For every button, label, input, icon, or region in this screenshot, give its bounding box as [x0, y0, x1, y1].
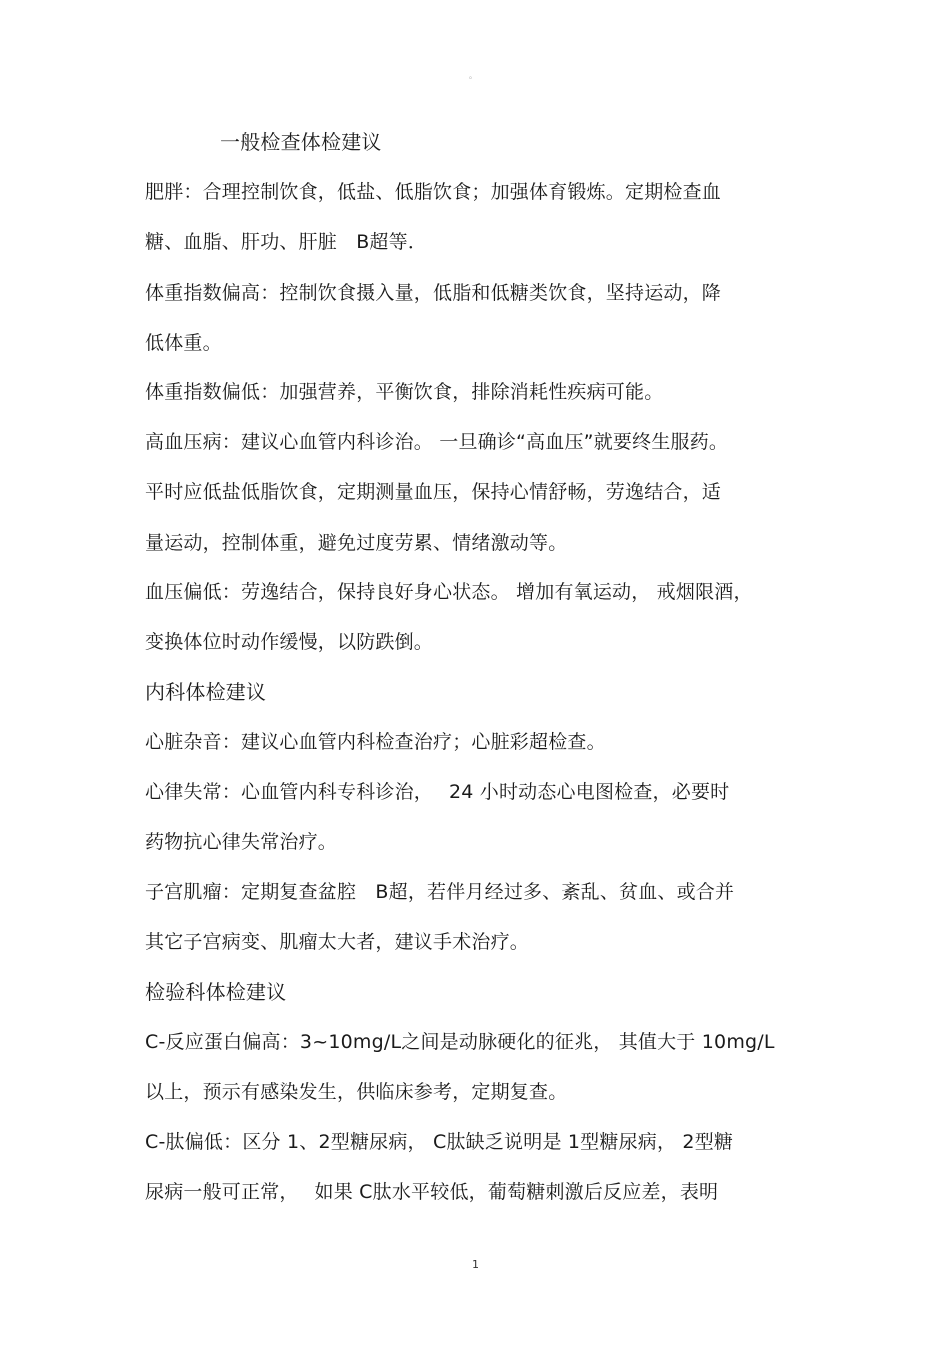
header-mark: 。 — [469, 71, 477, 80]
paragraph-line: 血压偏低：劳逸结合，保持良好身心状态。 增加有氧运动， 戒烟限酒， — [145, 581, 753, 603]
paragraph-line: 体重指数偏低：加强营养，平衡饮食，排除消耗性疾病可能。 — [145, 381, 664, 403]
paragraph-line: 肥胖：合理控制饮食，低盐、低脂饮食；加强体育锻炼。定期检查血 — [145, 181, 722, 203]
paragraph-line: 心脏杂音：建议心血管内科检查治疗；心脏彩超检查。 — [145, 731, 606, 753]
paragraph-line: 低体重。 — [145, 332, 222, 354]
section-heading-lab: 检验科体检建议 — [145, 980, 287, 1004]
paragraph-line: C-肽偏低：区分 1、2型糖尿病， C肽缺乏说明是 1型糖尿病， 2型糖 — [145, 1131, 734, 1153]
paragraph-line: C-反应蛋白偏高：3~10mg/L之间是动脉硬化的征兆， 其值大于 10mg/L — [145, 1031, 775, 1053]
paragraph-line: 体重指数偏高：控制饮食摄入量，低脂和低糖类饮食，坚持运动，降 — [145, 282, 722, 304]
paragraph-line: 变换体位时动作缓慢，以防跌倒。 — [145, 631, 434, 653]
paragraph-line: 药物抗心律失常治疗。 — [145, 831, 338, 853]
section-heading-general: 一般检查体检建议 — [220, 130, 382, 154]
paragraph-line: 以上，预示有感染发生，供临床参考，定期复查。 — [145, 1081, 568, 1103]
paragraph-line: 尿病一般可正常， 如果 C肽水平较低，葡萄糖刺激后反应差，表明 — [145, 1181, 719, 1203]
paragraph-line: 高血压病：建议心血管内科诊治。 一旦确诊“高血压”就要终生服药。 — [145, 431, 729, 453]
paragraph-line: 心律失常：心血管内科专科诊治， 24 小时动态心电图检查，必要时 — [145, 781, 730, 803]
paragraph-line: 其它子宫病变、肌瘤太大者，建议手术治疗。 — [145, 931, 530, 953]
paragraph-line: 糖、血脂、肝功、肝脏 B超等． — [145, 231, 428, 253]
paragraph-line: 子宫肌瘤：定期复查盆腔 B超，若伴月经过多、紊乱、贫血、或合并 — [145, 881, 735, 903]
paragraph-line: 平时应低盐低脂饮食，定期测量血压，保持心情舒畅，劳逸结合，适 — [145, 481, 722, 503]
page-number: 1 — [472, 1258, 479, 1271]
section-heading-internal: 内科体检建议 — [145, 680, 267, 704]
paragraph-line: 量运动，控制体重，避免过度劳累、情绪激动等。 — [145, 532, 568, 554]
